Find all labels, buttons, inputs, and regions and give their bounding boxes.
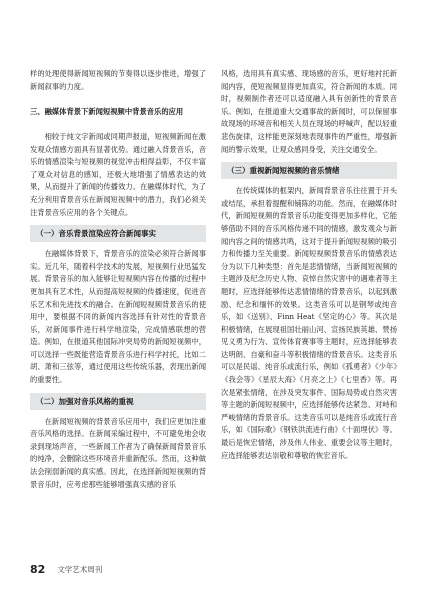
- section-heading-3: （三）重视新闻短视频的音乐情绪: [221, 162, 397, 179]
- left-column: [30, 68, 206, 491]
- section-2-continuation: 风格，选用具有真实感、现场感的音乐，更好地衬托新闻内容，使短视频显得更加真实，符合新闻的本质。同时，视频制作者还可以适度融入具有创新性的背景音乐。例如，在报道重大交通事故的新闻时，可以保留事故现场的环境音和相关人员在现场的呼喊声，配以轻重悲伤旋律，这样能更深刻地表现事件的严重性，增强新闻的警示效果，让观众感同身受，关注交通安全。: [221, 69, 397, 154]
- page-number: 82: [30, 562, 46, 576]
- journal-name: 文学艺术周刊: [57, 564, 103, 574]
- section-1-paragraph: 在融媒体背景下，背景音乐的渲染必须符合新闻事实。近几年，随着科学技术的发展，短视频行业迅猛发展。背景音乐的加入能够让短视频内容在传播的过程中更加具有艺术性，从而提高短视频的传播速度，促进音乐艺术和先进技术的融合。在新闻短视频背景音乐的使用中，要根据不同的新闻内容选择有针对性的背景音乐，对新闻事件进行科学地渲染，完成情感联想的营造。例如，在报道其他国际冲突局势的新闻短视频中，可以选择一些既能营造背景音乐进行科学衬托，比如二胡、萧和三弦等，通过使用这些传统乐器，表现出新闻的重要性。: [30, 249, 206, 385]
- page-footer: [30, 561, 102, 577]
- section-heading-1: （一）音乐背景渲染应符合新闻事实: [30, 225, 206, 242]
- chapter-heading: 三、融媒体背景下新闻短视频中背景音乐的应用: [30, 106, 184, 116]
- paragraph-gap: [30, 93, 206, 106]
- chapter-paragraph: 相较于纯文字新闻或同期声报道，短视频新闻在激发观众情感方面具有显著优势。通过融入背景音乐，音乐的情感渲染与短视频的视觉冲击相得益彰，不仅丰富了观众对信息的感知，还极大地增强了情感表达的效果，从而提升了新闻的传播效力。在融媒体时代，为了充分利用背景音乐在新闻短视频中的潜力，我们必须关注背景音乐应用的各个关键点。: [30, 131, 206, 217]
- right-column: [221, 68, 397, 462]
- paragraph-gap: [30, 118, 206, 131]
- section-3-paragraph: 在传统媒体的框架内，新闻背景音乐往往置于开头或结尾，承担着提醒和铺陈的功能。然而，在融媒体时代，新闻短视频的背景音乐功能变得更加多样化，它能够借助不同的音乐风格传递不同的情感，激发观众与新闻内容之间的情感共鸣，这对于提升新闻短视频的吸引力和传播力至关重要。新闻短视频背景音乐的情感表达分为以下几种类型：首先是悲情情绪，当新闻短视频的主题涉及纪念历史人物、哀悼自然灾害中的遇难者等主题时，应选择能够传达悲情情绪的背景音乐，以起到激励、纪念和缅怀的效果。这类音乐可以是钢琴或纯音乐，如《送别》、Finn Heat《坚定的心》等。其次是积极情绪，在展现祖国壮丽山河、宣扬民族英雄、赞扬见义勇为行为、宣传体育赛事等主题时，应选择能够表达明朗、自豪和奋斗等积极情绪的背景音乐。这类音乐可以是民谣、纯音乐或流行乐，例如《孤勇者》《少年》《我会等》《星辰大海》《月亮之上》《七里香》等。再次是紧张情绪，在涉及突发事件、国际局势或自然灾害等主题的新闻短视频中，应选择能够传达紧急、对峙和严峻情绪的背景音乐。这类音乐可以是纯音乐或流行音乐，如《国际歌》《钢铁洪流进行曲》《十面埋伏》等。最后是恢宏情绪，涉及伟人伟业、重要会议等主题时，应选择能够表达崇敬和尊敬的恢宏音乐。: [221, 186, 397, 460]
- intro-paragraph: 样的处理使得新闻短视频的节奏得以逐步推进，增强了新闻叙事的力度。: [30, 69, 206, 91]
- section-heading-2: （二）加强对音乐风格的重视: [30, 393, 206, 410]
- section-2-paragraph: 在新闻短视频的背景音乐应用中，我们应更加注重音乐风格的选择。在新闻采编过程中，不可避免地会收录到现场声音，一些新闻工作者为了确保新闻背景音乐的纯净，会删除这些环境音并重新配乐。然而，这种做法会削弱新闻的真实感。因此，在选择新闻短视频的背景音乐时，应考虑那些能够增强真实感的音乐: [30, 416, 206, 489]
